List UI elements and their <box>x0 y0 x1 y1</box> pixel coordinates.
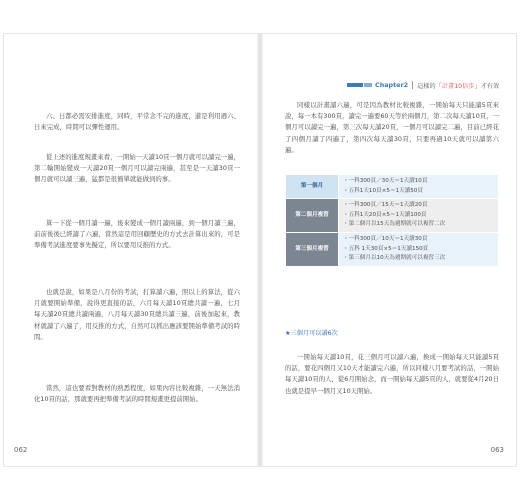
chapter-label: Chapter2 <box>375 81 409 89</box>
right-page <box>261 34 516 466</box>
left-paragraph: 也就是說，如果是八月份的考試，打算讀六遍，照以上的算法，從六月就要開始準備，說得更直接的話，六月每天讀10頁總共讀一遍，七月每天讀20頁總共讀兩遍，八月每天讀30頁總共讀三遍，前後加起來，教材就讀了六遍了，用反推的方式，自然可以抓出應該要開始準備考試的時間。 <box>34 288 241 341</box>
chapter-title <box>417 81 499 90</box>
table-row <box>286 199 499 233</box>
chapter-title-pre: 這樣的「 <box>417 82 442 90</box>
row-label: 第三個月複習 <box>286 232 339 266</box>
left-paragraph: 六、日都必需安排進度，同時，平常念不完的進度，還是利用週六、日來完成，時間可以彈性運用。 <box>34 112 241 132</box>
row-body <box>339 175 499 199</box>
row-line: ・一科300頁／15天＝1天讀20頁 <box>343 202 428 209</box>
row-label: 第二個月複習 <box>286 199 339 233</box>
chapter-title-highlight: 計畫10倍步 <box>441 82 475 90</box>
book-spread <box>4 34 516 466</box>
chapter-title-post: 」才有效 <box>474 82 500 90</box>
left-paragraph: 當然，這也要看對教材的熟悉程度，如果內容比較複雜，一天無法消化10頁的話，那就要再把準備考試的時間規畫更提前開始。 <box>34 384 241 404</box>
running-header <box>347 80 499 90</box>
row-body <box>339 199 499 233</box>
row-label: 第一個月 <box>286 175 339 199</box>
row-line: ・第二個月以15天為週期就可以複習二次 <box>343 221 446 228</box>
left-paragraph: 從上述的進度規畫來看，一開始一天讀10頁一個月就可以讀完一遍，第二輪開始變成一天讀20頁一個月可以讀完兩遍，甚至是一天讀30頁一個月就可以讀三遍，猛都是很簡單就能做到的事。 <box>34 153 241 184</box>
table-note: ★三個月可以讀6次 <box>285 330 338 337</box>
reading-plan-table <box>285 174 499 267</box>
row-line: ・五科 1天30頁×5＝1天讀150頁 <box>343 245 429 252</box>
page-number-left: 062 <box>14 446 28 454</box>
row-line: ・一科300頁／10天＝1天讀30頁 <box>343 235 428 242</box>
row-line: ・一科300頁／30天＝1天讀10頁 <box>343 178 428 184</box>
left-page <box>4 34 259 466</box>
page-number-right: 063 <box>490 446 504 454</box>
header-divider <box>412 81 413 89</box>
table-row <box>286 232 499 266</box>
left-paragraph: 算一下從一個月讀一遍，後來變成一個月讀兩遍，到一個月讀三遍，前前後後已經讀了六遍，當然這是用回顧歷史的方式去計算出來的，可是準備考試進度要事先擬定，所以要用反推的方式。 <box>34 219 241 250</box>
header-bar-icon <box>347 83 363 87</box>
header-bar-icon <box>364 83 372 87</box>
right-paragraph: 一開始每天讀10頁，花三個月可以讀六遍，換成一開始每天只能讀5頁的話，要花四個月又10天才能讀完六遍，所以同樣八月要考試的話，一開始每天讀10頁的人，從6月開始念，而一開始每天讀5頁的人，就要從4月20日也就是提早一個月又10天開始。 <box>285 353 500 395</box>
right-paragraph: 同樣以計畫讀六遍，可是因為教材比較複雜，一開始每天只能讀5頁來說，每一本有300頁，讀完一遍要60天等於兩個月，第二次每天讀10頁，一個月可以讀完一遍，第三次每天讀20頁，一個月可以讀完二遍，目前已經花了四個月讀了四遍了，第四次每天讀30頁，只要再過10天就可以讀第六遍。 <box>285 101 499 154</box>
row-line: ・五科1天10頁×5＝1天讀50頁 <box>343 187 423 194</box>
row-line: ・五科1天20頁×5＝1天讀100頁 <box>343 211 427 218</box>
table-row <box>286 175 499 199</box>
row-line: ・第三個月以10天為週期就可以複習三次 <box>343 255 446 262</box>
row-body <box>339 232 499 266</box>
